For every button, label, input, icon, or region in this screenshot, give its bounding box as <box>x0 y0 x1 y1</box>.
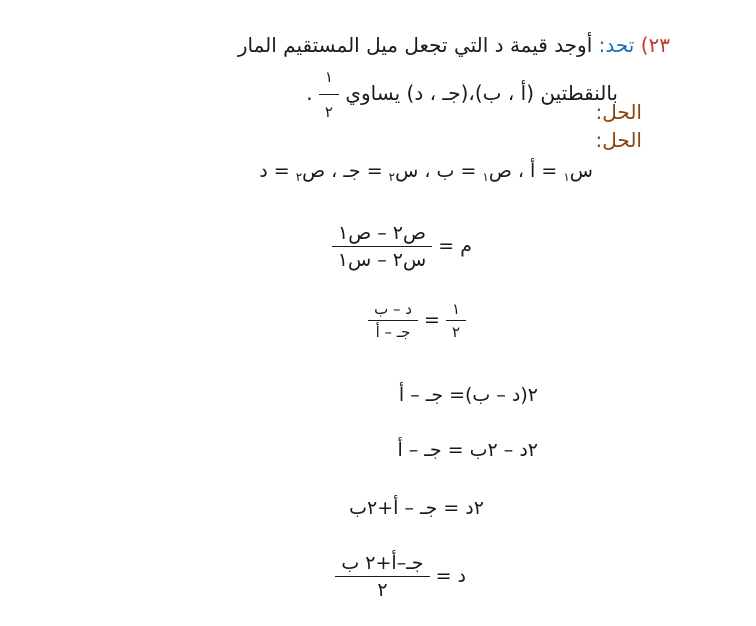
givens-y2-sub: ٢ <box>295 170 303 184</box>
givens-end: = د <box>259 160 290 182</box>
givens-x2: = ب ، س <box>395 160 477 182</box>
final-denominator: ٢ <box>377 579 388 601</box>
step-1-numerator: د – ب <box>368 300 418 321</box>
givens-y2: = جـ ، ص <box>302 160 383 182</box>
slope-numerator: ص٢ – ص١ <box>332 222 432 247</box>
step-3: ٢د – ٢ب = جـ – أ <box>397 439 538 461</box>
givens-x2-sub: ٢ <box>388 170 396 184</box>
step-4: ٢د = جـ – أ+٢ب <box>349 497 484 519</box>
givens-y1-sub: ١ <box>482 170 489 184</box>
givens-line <box>259 160 593 184</box>
question-text-2: بالنقطتين (أ ، ب)،(جـ ، د) يساوي <box>345 81 618 105</box>
slope-denominator: س٢ – س١ <box>337 249 427 271</box>
half-numerator: ١ <box>319 62 339 95</box>
question-end: . <box>306 81 313 105</box>
slope-formula <box>332 222 472 271</box>
half-lhs-numerator: ١ <box>446 300 466 321</box>
givens-x1: س <box>569 160 593 182</box>
step-1 <box>368 300 466 341</box>
question-tag: تحد: <box>598 33 635 57</box>
question-line-1 <box>238 30 670 60</box>
step-1-equals: = <box>423 309 440 331</box>
step-1-fraction <box>368 300 418 341</box>
step-2: ٢(د – ب)= جـ – أ <box>398 384 538 406</box>
final-fraction <box>335 552 429 601</box>
half-fraction <box>319 62 339 127</box>
question-line-2 <box>306 62 618 127</box>
final-result <box>335 552 466 601</box>
solution-label-2: الحل: <box>595 128 642 152</box>
step-1-denominator: جـ – أ <box>375 323 411 341</box>
final-lhs: د = <box>435 565 466 587</box>
half-lhs-denominator: ٢ <box>451 323 460 341</box>
question-number: ٢٣) <box>640 33 670 57</box>
question-text-1: أوجد قيمة د التي تجعل ميل المستقيم المار <box>237 33 593 57</box>
solution-label-1: الحل: <box>595 100 642 124</box>
final-numerator: جـ–أ+٢ ب <box>335 552 429 577</box>
half-lhs-fraction <box>446 300 466 341</box>
slope-lhs: م = <box>438 235 472 257</box>
half-denominator: ٢ <box>324 103 333 121</box>
givens-y1: = أ ، ص <box>488 160 558 182</box>
givens-x1-sub: ١ <box>563 170 570 184</box>
slope-fraction <box>332 222 432 271</box>
